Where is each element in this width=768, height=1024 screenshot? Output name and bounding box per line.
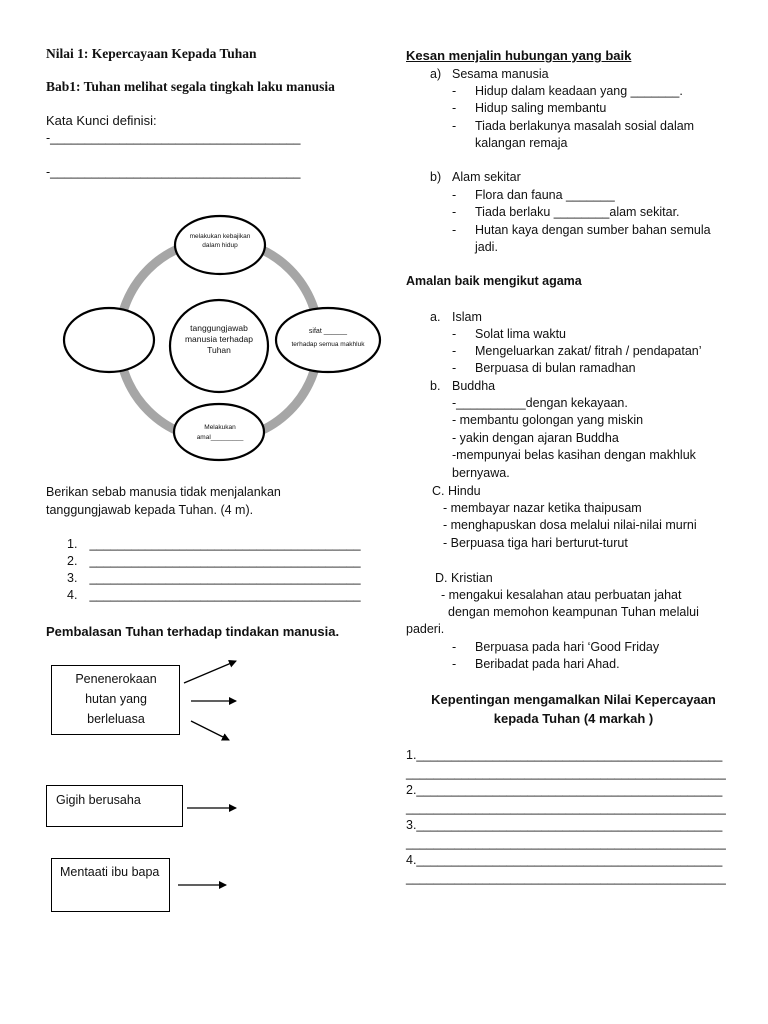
answer-num: 2. xyxy=(67,554,78,568)
bullet-dash: - xyxy=(452,223,457,237)
bullet-dash: - xyxy=(452,205,457,219)
section-b-title: Alam sekitar xyxy=(452,170,521,184)
section-b-label: b) xyxy=(430,170,442,184)
diagram-top-text: melakukan kebajikan dalam hidup xyxy=(189,233,251,249)
list-item: Flora dan fauna _______ xyxy=(475,188,615,202)
list-item: Tiada berlaku ________alam sekitar. xyxy=(475,205,680,219)
bullet-dash: - xyxy=(452,101,457,115)
arrow-down xyxy=(191,721,229,740)
kepentingan-line: 2.____________________________________________ xyxy=(406,783,723,797)
list-item: - membayar nazar ketika thaipusam xyxy=(443,501,642,515)
list-item: Hidup dalam keadaan yang _______. xyxy=(475,84,683,98)
list-item: -__________dengan kekayaan. xyxy=(452,396,628,410)
definition-blank-1: -____________________________________ xyxy=(46,131,301,145)
list-item: - Berpuasa tiga hari berturut-turut xyxy=(443,536,628,550)
diagram-right-text-2: terhadap semua makhluk xyxy=(291,341,365,348)
diagram-bottom-text-1: Melakukan xyxy=(204,424,236,431)
answer-num: 4. xyxy=(67,588,78,602)
bullet-dash: - xyxy=(452,361,457,375)
list-item: jadi. xyxy=(475,240,498,254)
answer-line: _______________________________________ xyxy=(89,537,361,551)
list-item: - mengakui kesalahan atau perbuatan jahat xyxy=(441,588,682,602)
kepentingan-line: ______________________________________________ xyxy=(406,766,726,780)
box-penerokaan-text: Penenerokaan hutan yang berleluasa xyxy=(75,672,157,726)
islam-label: a. xyxy=(430,310,441,324)
kepentingan-heading-2: kepada Tuhan (4 markah ) xyxy=(493,711,654,726)
bullet-dash: - xyxy=(452,119,457,133)
buddha-label: b. xyxy=(430,379,441,393)
buddha-title: Buddha xyxy=(452,379,496,393)
pembalasan-heading: Pembalasan Tuhan terhadap tindakan manusia. xyxy=(46,624,340,639)
kepentingan-line: 4.____________________________________________ xyxy=(406,853,723,867)
kepentingan-line: 1.____________________________________________ xyxy=(406,748,723,762)
amalan-heading: Amalan baik mengikut agama xyxy=(406,274,582,288)
arrow-up xyxy=(184,661,236,683)
list-item: Hutan kaya dengan sumber bahan semula xyxy=(475,223,711,237)
hindu-title: C. Hindu xyxy=(432,484,481,498)
answer-line: _______________________________________ xyxy=(89,571,361,585)
list-item: - membantu golongan yang miskin xyxy=(452,413,644,427)
list-item: -mempunyai belas kasihan dengan makhluk xyxy=(452,448,696,462)
list-item: Beribadat pada hari Ahad. xyxy=(475,657,620,671)
list-item: Berpuasa pada hari ‘Good Friday xyxy=(475,640,660,654)
diagram-center-text: tanggungjawab manusia terhadap Tuhan xyxy=(184,323,254,355)
list-item: paderi. xyxy=(406,622,445,636)
diagram-right-text-1: sifat ______ xyxy=(308,328,348,335)
list-item: Solat lima waktu xyxy=(475,327,567,341)
bullet-dash: - xyxy=(452,327,457,341)
answer-line: _______________________________________ xyxy=(89,588,361,602)
chapter-title: Bab1: Tuhan melihat segala tingkah laku manusia xyxy=(46,79,335,94)
list-item: bernyawa. xyxy=(452,466,510,480)
page-title: Nilai 1: Kepercayaan Kepada Tuhan xyxy=(46,46,257,61)
bullet-dash: - xyxy=(452,344,457,358)
bullet-dash: - xyxy=(452,640,457,654)
islam-title: Islam xyxy=(452,310,482,324)
answer-num: 1. xyxy=(67,537,78,551)
answer-num: 3. xyxy=(67,571,78,585)
question-text: Berikan sebab manusia tidak menjalankan tanggungjawab kepada Tuhan. (4 m). xyxy=(46,485,281,517)
bullet-dash: - xyxy=(452,84,457,98)
list-item: kalangan remaja xyxy=(475,136,568,150)
list-item: - yakin dengan ajaran Buddha xyxy=(452,431,619,445)
list-item: Mengeluarkan zakat/ fitrah / pendapatan’ xyxy=(475,344,702,358)
answer-line: _______________________________________ xyxy=(89,554,361,568)
list-item: dengan memohon keampunan Tuhan melalui xyxy=(448,605,699,619)
kristian-title: D. Kristian xyxy=(435,571,493,585)
bullet-dash: - xyxy=(452,657,457,671)
list-item: Berpuasa di bulan ramadhan xyxy=(475,361,636,375)
list-item: - menghapuskan dosa melalui nilai-nilai murni xyxy=(443,518,697,532)
kepentingan-line: ______________________________________________ xyxy=(406,871,726,885)
kepentingan-heading-1: Kepentingan mengamalkan Nilai Kepercayaan xyxy=(431,692,716,707)
box-gigih-text: Gigih berusaha xyxy=(56,793,141,807)
list-item: Hidup saling membantu xyxy=(475,101,607,115)
diagram-bottom-text-2: amal_________ xyxy=(196,434,244,441)
kesan-heading: Kesan menjalin hubungan yang baik xyxy=(406,48,632,63)
kepentingan-line: ______________________________________________ xyxy=(406,801,726,815)
kepentingan-line: ______________________________________________ xyxy=(406,836,726,850)
list-item: Tiada berlakunya masalah sosial dalam xyxy=(475,119,695,133)
box-mentaati-text: Mentaati ibu bapa xyxy=(60,865,160,879)
section-a-title: Sesama manusia xyxy=(452,67,549,81)
definition-blank-2: -____________________________________ xyxy=(46,165,301,179)
kata-kunci-label: Kata Kunci definisi: xyxy=(46,113,157,128)
bullet-dash: - xyxy=(452,188,457,202)
section-a-label: a) xyxy=(430,67,442,81)
kepentingan-line: 3.____________________________________________ xyxy=(406,818,723,832)
